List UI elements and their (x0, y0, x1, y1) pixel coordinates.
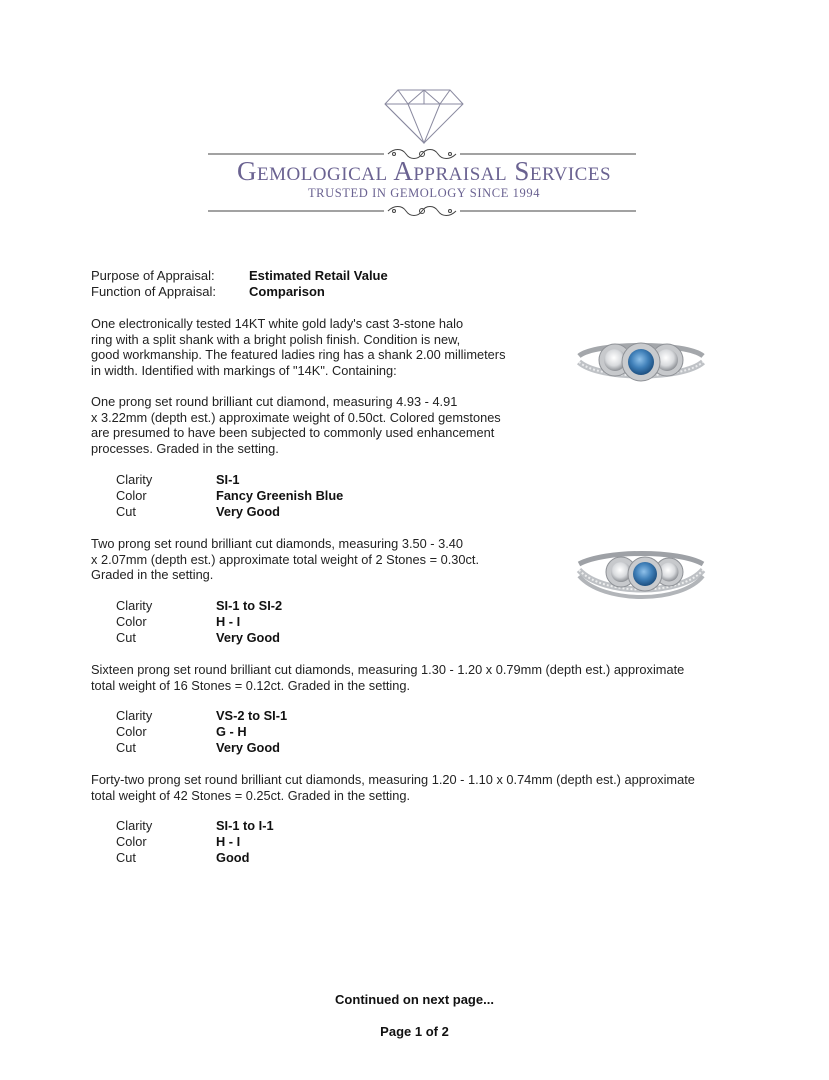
grade-label: Clarity (116, 472, 153, 487)
grading-table (0, 818, 829, 866)
grade-value: G - H (216, 724, 247, 739)
diamond-icon (384, 88, 464, 144)
ring-photo-front (575, 322, 707, 396)
grade-row-color (0, 834, 829, 850)
stone-line: Forty-two prong set round brilliant cut diamonds, measuring 1.20 - 1.10 x 0.74mm (depth est.) approximate (91, 772, 695, 787)
grade-label: Clarity (116, 598, 153, 613)
page-number: Page 1 of 2 (380, 1024, 449, 1039)
grade-label: Color (116, 724, 147, 739)
grade-row-color (0, 488, 829, 504)
grade-value: Very Good (216, 740, 281, 755)
stone-line: Sixteen prong set round brilliant cut diamonds, measuring 1.30 - 1.20 x 0.79mm (depth est.) approximate (91, 662, 685, 677)
grade-label: Color (116, 834, 147, 849)
grade-value: SI-1 to SI-2 (216, 598, 283, 613)
stone-line: are presumed to have been subjected to commonly used enhancement (91, 425, 495, 441)
company-name: Gemological Appraisal Services (236, 156, 612, 186)
grade-label: Clarity (116, 708, 153, 723)
grade-label: Clarity (116, 818, 153, 833)
description-line: good workmanship. The featured ladies ring has a shank 2.00 millimeters (91, 347, 506, 363)
stone-line: x 3.22mm (depth est.) approximate weight of 0.50ct. Colored gemstones (91, 409, 501, 425)
grade-label: Cut (116, 630, 136, 645)
grade-value: Very Good (216, 630, 281, 645)
grade-label: Cut (116, 850, 136, 865)
grade-row-color (0, 724, 829, 740)
ornament-divider-bottom (208, 203, 636, 219)
grade-value: Fancy Greenish Blue (216, 488, 344, 503)
grade-row-clarity (0, 598, 829, 614)
description-line: in width. Identified with markings of "14K". Containing: (91, 362, 397, 378)
grade-value: H - I (216, 834, 241, 849)
grade-label: Cut (116, 504, 136, 519)
grade-label: Color (116, 488, 147, 503)
grading-table (0, 598, 829, 646)
continued-note: Continued on next page... (335, 992, 494, 1007)
ring-description (91, 316, 551, 378)
company-tagline: TRUSTED IN GEMOLOGY SINCE 1994 (307, 186, 541, 200)
description-line: ring with a split shank with a bright polish finish. Condition is new, (91, 331, 461, 347)
stone-line: total weight of 42 Stones = 0.25ct. Graded in the setting. (91, 787, 411, 803)
grade-value: H - I (216, 614, 241, 629)
grading-table (0, 708, 829, 756)
function-label: Function of Appraisal: (91, 284, 217, 299)
grade-row-cut (0, 740, 829, 756)
grade-value: SI-1 to I-1 (216, 818, 274, 833)
grade-row-clarity (0, 708, 829, 724)
description-line: One electronically tested 14KT white gold lady's cast 3-stone halo (91, 316, 464, 331)
stone-line: Two prong set round brilliant cut diamonds, measuring 3.50 - 3.40 (91, 536, 464, 551)
function-value: Comparison (249, 284, 325, 299)
grade-label: Cut (116, 740, 136, 755)
grade-row-cut (0, 504, 829, 520)
stone-description (91, 662, 751, 693)
stone-description (91, 772, 771, 803)
stone-description (91, 394, 551, 456)
grade-value: Very Good (216, 504, 281, 519)
purpose-value: Estimated Retail Value (249, 268, 388, 283)
stone-line: x 2.07mm (depth est.) approximate total weight of 2 Stones = 0.30ct. (91, 551, 480, 567)
grade-row-cut (0, 850, 829, 866)
grading-table (0, 472, 829, 520)
grade-row-color (0, 614, 829, 630)
stone-line: total weight of 16 Stones = 0.12ct. Graded in the setting. (91, 677, 411, 693)
grade-row-cut (0, 630, 829, 646)
grade-label: Color (116, 614, 147, 629)
grade-value: VS-2 to SI-1 (216, 708, 288, 723)
grade-value: Good (216, 850, 250, 865)
grade-value: SI-1 (216, 472, 240, 487)
stone-line: Graded in the setting. (91, 567, 214, 583)
stone-description (91, 536, 551, 583)
purpose-label: Purpose of Appraisal: (91, 268, 215, 283)
stone-line: One prong set round brilliant cut diamond, measuring 4.93 - 4.91 (91, 394, 458, 409)
grade-row-clarity (0, 472, 829, 488)
grade-row-clarity (0, 818, 829, 834)
stone-line: processes. Graded in the setting. (91, 440, 279, 456)
